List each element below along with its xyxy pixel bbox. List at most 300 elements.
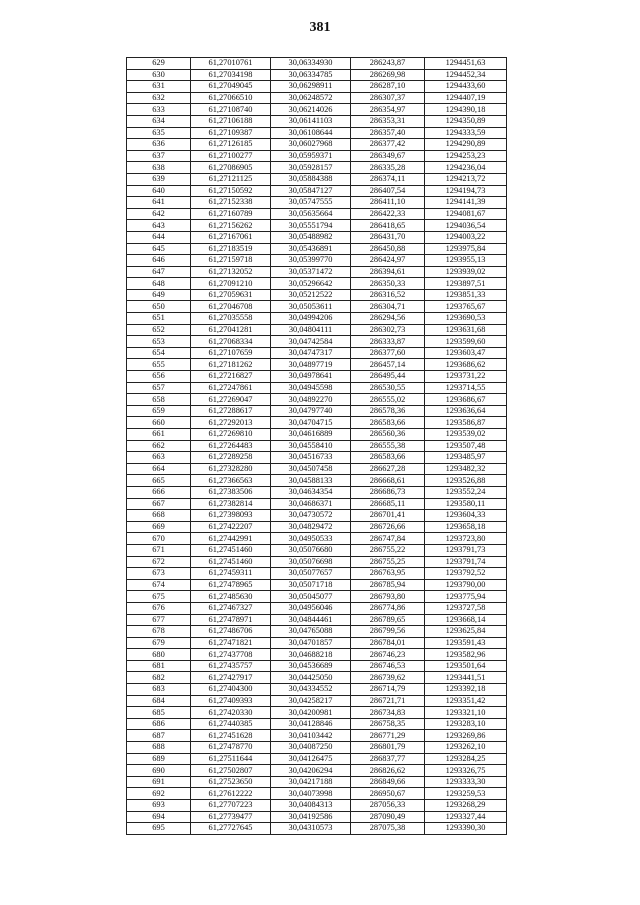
y-coordinate-cell: 1293625,84 (425, 626, 507, 638)
point-number-cell: 656 (127, 371, 191, 383)
point-number-cell: 638 (127, 162, 191, 174)
point-number-cell: 685 (127, 707, 191, 719)
point-number-cell: 658 (127, 394, 191, 406)
latitude-cell: 61,27328280 (191, 463, 271, 475)
point-number-cell: 661 (127, 429, 191, 441)
x-coordinate-cell: 286739,62 (351, 672, 425, 684)
x-coordinate-cell: 286801,79 (351, 742, 425, 754)
table-row (127, 313, 507, 325)
longitude-cell: 30,04310573 (271, 823, 351, 835)
table-row (127, 556, 507, 568)
x-coordinate-cell: 286307,37 (351, 92, 425, 104)
table-row (127, 139, 507, 151)
longitude-cell: 30,04258217 (271, 695, 351, 707)
y-coordinate-cell: 1293714,55 (425, 382, 507, 394)
y-coordinate-cell: 1293333,30 (425, 776, 507, 788)
point-number-cell: 639 (127, 173, 191, 185)
y-coordinate-cell: 1294433,60 (425, 81, 507, 93)
point-number-cell: 651 (127, 313, 191, 325)
latitude-cell: 61,27707223 (191, 800, 271, 812)
latitude-cell: 61,27086905 (191, 162, 271, 174)
point-number-cell: 666 (127, 486, 191, 498)
table-row (127, 486, 507, 498)
latitude-cell: 61,27612222 (191, 788, 271, 800)
point-number-cell: 694 (127, 811, 191, 823)
latitude-cell: 61,27059631 (191, 289, 271, 301)
point-number-cell: 676 (127, 602, 191, 614)
latitude-cell: 61,27502807 (191, 765, 271, 777)
longitude-cell: 30,04536689 (271, 660, 351, 672)
point-number-cell: 632 (127, 92, 191, 104)
x-coordinate-cell: 286950,67 (351, 788, 425, 800)
x-coordinate-cell: 286349,67 (351, 150, 425, 162)
x-coordinate-cell: 287090,49 (351, 811, 425, 823)
latitude-cell: 61,27132052 (191, 266, 271, 278)
table-row (127, 208, 507, 220)
table-row (127, 115, 507, 127)
x-coordinate-cell: 287056,33 (351, 800, 425, 812)
table-row (127, 475, 507, 487)
latitude-cell: 61,27398093 (191, 510, 271, 522)
y-coordinate-cell: 1293482,32 (425, 463, 507, 475)
point-number-cell: 691 (127, 776, 191, 788)
y-coordinate-cell: 1293939,02 (425, 266, 507, 278)
point-number-cell: 659 (127, 405, 191, 417)
point-number-cell: 641 (127, 197, 191, 209)
latitude-cell: 61,27478971 (191, 614, 271, 626)
latitude-cell: 61,27049045 (191, 81, 271, 93)
latitude-cell: 61,27247861 (191, 382, 271, 394)
y-coordinate-cell: 1293851,33 (425, 289, 507, 301)
table-row (127, 185, 507, 197)
latitude-cell: 61,27451460 (191, 544, 271, 556)
table-row (127, 301, 507, 313)
longitude-cell: 30,05296642 (271, 278, 351, 290)
x-coordinate-cell: 286350,33 (351, 278, 425, 290)
x-coordinate-cell: 286734,83 (351, 707, 425, 719)
y-coordinate-cell: 1293791,74 (425, 556, 507, 568)
y-coordinate-cell: 1293897,51 (425, 278, 507, 290)
point-number-cell: 677 (127, 614, 191, 626)
latitude-cell: 61,27107659 (191, 347, 271, 359)
x-coordinate-cell: 286583,66 (351, 452, 425, 464)
table-row (127, 69, 507, 81)
latitude-cell: 61,27108740 (191, 104, 271, 116)
table-row (127, 58, 507, 70)
table-row (127, 533, 507, 545)
longitude-cell: 30,04425050 (271, 672, 351, 684)
point-number-cell: 680 (127, 649, 191, 661)
y-coordinate-cell: 1293526,88 (425, 475, 507, 487)
table-row (127, 463, 507, 475)
point-number-cell: 674 (127, 579, 191, 591)
latitude-cell: 61,27435757 (191, 660, 271, 672)
y-coordinate-cell: 1293552,24 (425, 486, 507, 498)
point-number-cell: 682 (127, 672, 191, 684)
point-number-cell: 648 (127, 278, 191, 290)
latitude-cell: 61,27427917 (191, 672, 271, 684)
longitude-cell: 30,04516733 (271, 452, 351, 464)
x-coordinate-cell: 286457,14 (351, 359, 425, 371)
latitude-cell: 61,27459311 (191, 568, 271, 580)
table-row (127, 811, 507, 823)
latitude-cell: 61,27442991 (191, 533, 271, 545)
x-coordinate-cell: 286304,71 (351, 301, 425, 313)
longitude-cell: 30,04892270 (271, 394, 351, 406)
table-row (127, 579, 507, 591)
longitude-cell: 30,05053611 (271, 301, 351, 313)
longitude-cell: 30,06214026 (271, 104, 351, 116)
y-coordinate-cell: 1294253,23 (425, 150, 507, 162)
y-coordinate-cell: 1293636,64 (425, 405, 507, 417)
x-coordinate-cell: 286726,66 (351, 521, 425, 533)
x-coordinate-cell: 286424,97 (351, 255, 425, 267)
y-coordinate-cell: 1293591,43 (425, 637, 507, 649)
point-number-cell: 633 (127, 104, 191, 116)
x-coordinate-cell: 286377,60 (351, 347, 425, 359)
point-number-cell: 653 (127, 336, 191, 348)
latitude-cell: 61,27478770 (191, 742, 271, 754)
x-coordinate-cell: 286668,61 (351, 475, 425, 487)
longitude-cell: 30,04742584 (271, 336, 351, 348)
longitude-cell: 30,06248572 (271, 92, 351, 104)
longitude-cell: 30,04192586 (271, 811, 351, 823)
x-coordinate-cell: 286354,97 (351, 104, 425, 116)
x-coordinate-cell: 286374,11 (351, 173, 425, 185)
table-row (127, 695, 507, 707)
x-coordinate-cell: 286302,73 (351, 324, 425, 336)
point-number-cell: 649 (127, 289, 191, 301)
table-row (127, 92, 507, 104)
x-coordinate-cell: 286627,28 (351, 463, 425, 475)
y-coordinate-cell: 1293668,14 (425, 614, 507, 626)
table-row (127, 544, 507, 556)
latitude-cell: 61,27451628 (191, 730, 271, 742)
longitude-cell: 30,04507458 (271, 463, 351, 475)
x-coordinate-cell: 286555,02 (351, 394, 425, 406)
latitude-cell: 61,27292013 (191, 417, 271, 429)
point-number-cell: 684 (127, 695, 191, 707)
y-coordinate-cell: 1293731,22 (425, 371, 507, 383)
x-coordinate-cell: 286411,10 (351, 197, 425, 209)
longitude-cell: 30,04701857 (271, 637, 351, 649)
y-coordinate-cell: 1294003,22 (425, 231, 507, 243)
longitude-cell: 30,04945598 (271, 382, 351, 394)
y-coordinate-cell: 1293580,11 (425, 498, 507, 510)
longitude-cell: 30,04829472 (271, 521, 351, 533)
x-coordinate-cell: 286333,87 (351, 336, 425, 348)
table-row (127, 800, 507, 812)
point-number-cell: 650 (127, 301, 191, 313)
latitude-cell: 61,27269047 (191, 394, 271, 406)
x-coordinate-cell: 286357,40 (351, 127, 425, 139)
latitude-cell: 61,27422207 (191, 521, 271, 533)
latitude-cell: 61,27068334 (191, 336, 271, 348)
longitude-cell: 30,05847127 (271, 185, 351, 197)
longitude-cell: 30,05212522 (271, 289, 351, 301)
point-number-cell: 640 (127, 185, 191, 197)
longitude-cell: 30,04128846 (271, 718, 351, 730)
table-row (127, 823, 507, 835)
point-number-cell: 644 (127, 231, 191, 243)
point-number-cell: 634 (127, 115, 191, 127)
x-coordinate-cell: 286495,44 (351, 371, 425, 383)
table-row (127, 510, 507, 522)
point-number-cell: 669 (127, 521, 191, 533)
y-coordinate-cell: 1293327,44 (425, 811, 507, 823)
latitude-cell: 61,27471821 (191, 637, 271, 649)
y-coordinate-cell: 1294390,18 (425, 104, 507, 116)
y-coordinate-cell: 1294213,72 (425, 173, 507, 185)
point-number-cell: 631 (127, 81, 191, 93)
y-coordinate-cell: 1293631,68 (425, 324, 507, 336)
latitude-cell: 61,27183519 (191, 243, 271, 255)
table-row (127, 602, 507, 614)
latitude-cell: 61,27382814 (191, 498, 271, 510)
table-row (127, 405, 507, 417)
longitude-cell: 30,04616889 (271, 429, 351, 441)
x-coordinate-cell: 286746,53 (351, 660, 425, 672)
x-coordinate-cell: 286431,70 (351, 231, 425, 243)
longitude-cell: 30,05436891 (271, 243, 351, 255)
table-row (127, 382, 507, 394)
longitude-cell: 30,04897719 (271, 359, 351, 371)
point-number-cell: 630 (127, 69, 191, 81)
latitude-cell: 61,27404300 (191, 684, 271, 696)
latitude-cell: 61,27451460 (191, 556, 271, 568)
x-coordinate-cell: 286316,52 (351, 289, 425, 301)
longitude-cell: 30,06027968 (271, 139, 351, 151)
point-number-cell: 671 (127, 544, 191, 556)
point-number-cell: 637 (127, 150, 191, 162)
longitude-cell: 30,04126475 (271, 753, 351, 765)
y-coordinate-cell: 1293586,87 (425, 417, 507, 429)
table-row (127, 394, 507, 406)
longitude-cell: 30,04217188 (271, 776, 351, 788)
point-number-cell: 635 (127, 127, 191, 139)
y-coordinate-cell: 1293604,33 (425, 510, 507, 522)
y-coordinate-cell: 1293582,96 (425, 649, 507, 661)
table-row (127, 266, 507, 278)
x-coordinate-cell: 286555,38 (351, 440, 425, 452)
x-coordinate-cell: 286243,87 (351, 58, 425, 70)
x-coordinate-cell: 286758,35 (351, 718, 425, 730)
longitude-cell: 30,04688218 (271, 649, 351, 661)
y-coordinate-cell: 1293539,02 (425, 429, 507, 441)
latitude-cell: 61,27420330 (191, 707, 271, 719)
x-coordinate-cell: 286785,94 (351, 579, 425, 591)
longitude-cell: 30,04200981 (271, 707, 351, 719)
point-number-cell: 646 (127, 255, 191, 267)
x-coordinate-cell: 286774,86 (351, 602, 425, 614)
point-number-cell: 643 (127, 220, 191, 232)
point-number-cell: 688 (127, 742, 191, 754)
latitude-cell: 61,27091210 (191, 278, 271, 290)
y-coordinate-cell: 1294451,63 (425, 58, 507, 70)
longitude-cell: 30,04956046 (271, 602, 351, 614)
latitude-cell: 61,27100277 (191, 150, 271, 162)
longitude-cell: 30,04087250 (271, 742, 351, 754)
point-number-cell: 668 (127, 510, 191, 522)
y-coordinate-cell: 1294036,54 (425, 220, 507, 232)
x-coordinate-cell: 286530,55 (351, 382, 425, 394)
table-row (127, 289, 507, 301)
x-coordinate-cell: 286287,10 (351, 81, 425, 93)
longitude-cell: 30,05371472 (271, 266, 351, 278)
x-coordinate-cell: 286418,65 (351, 220, 425, 232)
table-row (127, 347, 507, 359)
y-coordinate-cell: 1293259,53 (425, 788, 507, 800)
longitude-cell: 30,04334552 (271, 684, 351, 696)
y-coordinate-cell: 1293686,62 (425, 359, 507, 371)
table-row (127, 730, 507, 742)
latitude-cell: 61,27034198 (191, 69, 271, 81)
x-coordinate-cell: 286763,95 (351, 568, 425, 580)
longitude-cell: 30,04994206 (271, 313, 351, 325)
table-row (127, 150, 507, 162)
y-coordinate-cell: 1293262,10 (425, 742, 507, 754)
y-coordinate-cell: 1293791,73 (425, 544, 507, 556)
latitude-cell: 61,27739477 (191, 811, 271, 823)
coordinates-table (126, 57, 507, 835)
y-coordinate-cell: 1293507,48 (425, 440, 507, 452)
x-coordinate-cell: 286793,80 (351, 591, 425, 603)
table-row (127, 452, 507, 464)
x-coordinate-cell: 286784,01 (351, 637, 425, 649)
table-row (127, 255, 507, 267)
point-number-cell: 663 (127, 452, 191, 464)
latitude-cell: 61,27440385 (191, 718, 271, 730)
table-row (127, 788, 507, 800)
x-coordinate-cell: 286837,77 (351, 753, 425, 765)
latitude-cell: 61,27167061 (191, 231, 271, 243)
x-coordinate-cell: 286578,36 (351, 405, 425, 417)
longitude-cell: 30,05551794 (271, 220, 351, 232)
latitude-cell: 61,27264483 (191, 440, 271, 452)
y-coordinate-cell: 1293351,42 (425, 695, 507, 707)
longitude-cell: 30,04730572 (271, 510, 351, 522)
table-row (127, 417, 507, 429)
latitude-cell: 61,27159718 (191, 255, 271, 267)
table-row (127, 684, 507, 696)
coordinates-table-body (127, 58, 507, 835)
latitude-cell: 61,27121125 (191, 173, 271, 185)
x-coordinate-cell: 286269,98 (351, 69, 425, 81)
table-row (127, 765, 507, 777)
latitude-cell: 61,27486706 (191, 626, 271, 638)
y-coordinate-cell: 1293283,10 (425, 718, 507, 730)
page-number: 381 (309, 20, 331, 35)
table-row (127, 324, 507, 336)
table-row (127, 220, 507, 232)
x-coordinate-cell: 286789,65 (351, 614, 425, 626)
longitude-cell: 30,04634354 (271, 486, 351, 498)
latitude-cell: 61,27269810 (191, 429, 271, 441)
point-number-cell: 692 (127, 788, 191, 800)
y-coordinate-cell: 1293765,67 (425, 301, 507, 313)
longitude-cell: 30,04950533 (271, 533, 351, 545)
longitude-cell: 30,05635664 (271, 208, 351, 220)
latitude-cell: 61,27106188 (191, 115, 271, 127)
point-number-cell: 655 (127, 359, 191, 371)
longitude-cell: 30,05077657 (271, 568, 351, 580)
x-coordinate-cell: 286583,66 (351, 417, 425, 429)
latitude-cell: 61,27366563 (191, 475, 271, 487)
table-row (127, 591, 507, 603)
point-number-cell: 675 (127, 591, 191, 603)
table-row (127, 127, 507, 139)
x-coordinate-cell: 286685,11 (351, 498, 425, 510)
y-coordinate-cell: 1293326,75 (425, 765, 507, 777)
point-number-cell: 689 (127, 753, 191, 765)
table-row (127, 429, 507, 441)
y-coordinate-cell: 1294141,39 (425, 197, 507, 209)
table-row (127, 660, 507, 672)
point-number-cell: 679 (127, 637, 191, 649)
y-coordinate-cell: 1294194,73 (425, 185, 507, 197)
point-number-cell: 672 (127, 556, 191, 568)
x-coordinate-cell: 286755,25 (351, 556, 425, 568)
x-coordinate-cell: 286701,41 (351, 510, 425, 522)
longitude-cell: 30,05884388 (271, 173, 351, 185)
longitude-cell: 30,06334785 (271, 69, 351, 81)
point-number-cell: 665 (127, 475, 191, 487)
point-number-cell: 695 (127, 823, 191, 835)
point-number-cell: 690 (127, 765, 191, 777)
latitude-cell: 61,27046708 (191, 301, 271, 313)
table-row (127, 776, 507, 788)
table-row (127, 718, 507, 730)
latitude-cell: 61,27437708 (191, 649, 271, 661)
point-number-cell: 662 (127, 440, 191, 452)
y-coordinate-cell: 1293603,47 (425, 347, 507, 359)
longitude-cell: 30,04797740 (271, 405, 351, 417)
x-coordinate-cell: 286560,36 (351, 429, 425, 441)
latitude-cell: 61,27010761 (191, 58, 271, 70)
longitude-cell: 30,05071718 (271, 579, 351, 591)
point-number-cell: 652 (127, 324, 191, 336)
table-row (127, 371, 507, 383)
y-coordinate-cell: 1293658,18 (425, 521, 507, 533)
table-row (127, 753, 507, 765)
y-coordinate-cell: 1293790,00 (425, 579, 507, 591)
table-row (127, 742, 507, 754)
point-number-cell: 678 (127, 626, 191, 638)
y-coordinate-cell: 1294452,34 (425, 69, 507, 81)
y-coordinate-cell: 1294333,59 (425, 127, 507, 139)
y-coordinate-cell: 1294290,89 (425, 139, 507, 151)
latitude-cell: 61,27109387 (191, 127, 271, 139)
point-number-cell: 683 (127, 684, 191, 696)
latitude-cell: 61,27150592 (191, 185, 271, 197)
y-coordinate-cell: 1293321,10 (425, 707, 507, 719)
table-row (127, 104, 507, 116)
y-coordinate-cell: 1293792,52 (425, 568, 507, 580)
latitude-cell: 61,27288617 (191, 405, 271, 417)
x-coordinate-cell: 286755,22 (351, 544, 425, 556)
table-row (127, 81, 507, 93)
y-coordinate-cell: 1293775,94 (425, 591, 507, 603)
longitude-cell: 30,05076680 (271, 544, 351, 556)
y-coordinate-cell: 1293441,51 (425, 672, 507, 684)
table-row (127, 231, 507, 243)
longitude-cell: 30,04588133 (271, 475, 351, 487)
table-row (127, 197, 507, 209)
x-coordinate-cell: 286799,56 (351, 626, 425, 638)
latitude-cell: 61,27041281 (191, 324, 271, 336)
x-coordinate-cell: 286335,28 (351, 162, 425, 174)
latitude-cell: 61,27289258 (191, 452, 271, 464)
